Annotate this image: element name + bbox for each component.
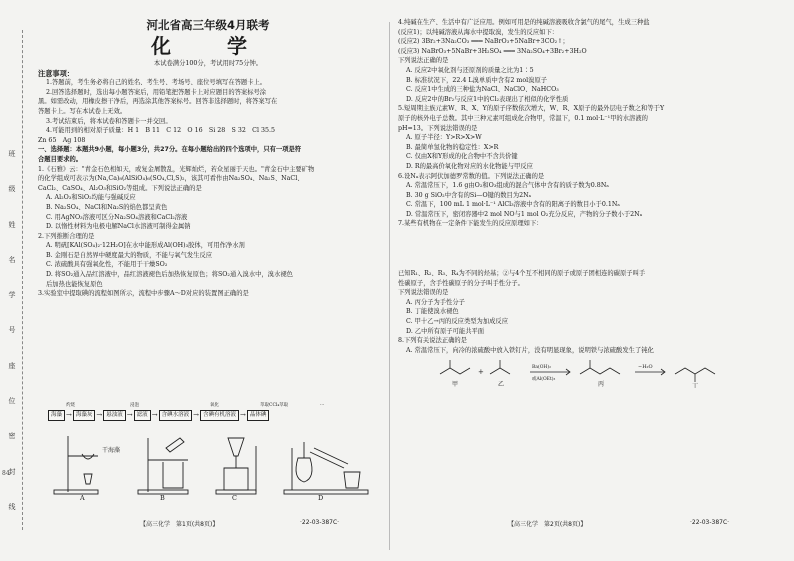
question-8-stem: 8.下列有关说法正确的是 [398,337,467,345]
apparatus-c [216,438,256,494]
notice-line: 3.考试结束后，将本试卷和答题卡一并交回。 [46,117,172,125]
svg-text:+: + [478,368,484,376]
binding-char: 座 [8,361,16,369]
reaction-scheme [430,358,740,388]
question-5-option-b: B. 最简单氢化物的稳定性：X>R [406,143,499,151]
question-1-stem: 的化学组成可表示为(Na,Ca)₈(AlSiO₄)₆(SO₄,Cl,S)₂，该其可看作由Na₂SO₄、Na₂S、NaCl、 [38,175,304,183]
question-5-option-c: C. 仅由X和Y形成的化合物中不含共价键 [406,153,518,161]
question-5-stem: pH=13。下列说法错误的是 [398,124,478,132]
binding-margin [4,150,20,510]
question-2-option-d-cont: 后加热也能恢复原色 [46,280,103,288]
footer-left-code: ·22-03-387C· [300,519,340,526]
reaction-label: 丁 [692,383,699,388]
question-1-option-a: A. Al₂O₃和SiO₂均能与强碱反应 [46,194,136,202]
right-page [398,18,780,355]
notice-line: 答题卡上。写在本试卷上无效。 [38,107,127,115]
apparatus-a [54,436,98,494]
notice-title: 注意事项： [38,68,74,78]
footer-right-code: ·22-03-387C· [690,519,730,526]
question-5-stem: 原子的核外电子总数。其中三种元素可组成化合物甲，常温下，0.1 mol·L⁻¹甲的水溶液的 [398,114,648,122]
flow-step-label: ... [320,402,325,407]
footer-left: 【高三化学 第1页(共8页)】 [140,521,219,528]
flow-box: 海藻 [48,410,65,421]
reaction-spacer [398,229,780,269]
notice-line: 4.可能用到的相对原子质量：H 1 B 11 C 12 O 16 Si 28 S 32 Cl 35.5 [46,127,276,135]
question-7-option-a: A. 丙分子为手性分子 [406,298,465,306]
question-7-option-b: B. 丁能使溴水褪色 [406,308,459,316]
notice-line: 黑。如需改动，用橡皮擦干净后，再选涂其他答案标号。回答非选择题时，将答案写在 [38,98,278,106]
question-8-option-a: A. 常温常压下，向冷的浓硫酸中放入铁钉片，没有明显现象，说明铁与浓硫酸发生了钝化 [406,346,654,354]
notice-line: Zn 65 Ag 108 [38,136,86,144]
flow-step-label: 灼烧 [66,403,75,408]
flow-arrow: → [151,411,158,419]
flow-box: 滤液 [134,410,151,421]
flow-arrow: → [126,411,133,419]
flow-step-label: 萃取CCl₄萃取 [260,403,289,408]
apparatus-label-d: D [318,494,324,502]
flow-arrow: → [66,411,72,419]
question-2-stem: 2.下列推断合理的是 [38,232,95,240]
question-2-option-b: B. 金刚石是自然界中硬度最大的物质，不能与氧气发生反应 [46,251,213,259]
binding-char: 名 [8,255,16,263]
left-page-number: 84 [2,470,10,477]
binding-char: 密 [8,432,16,440]
flow-arrow: → [239,411,246,419]
apparatus-b [138,438,188,494]
apparatus-text: 干海藻 [102,447,121,454]
question-4-equation: (反应3) NaBrO₃+5NaBr+3H₂SO₄ ═══ 3Na₂SO₄+3Br₂+3H₂O [398,47,587,55]
left-page [38,18,378,299]
apparatus-label-a: A [80,494,85,502]
apparatus-svg [48,428,373,496]
reaction-label: 甲 [452,381,459,388]
question-1-option-b: B. Na₂SO₄、NaCl和Na₂S的焰色都呈黄色 [46,203,168,211]
question-1-stem: CaCl₂、CaSO₄、Al₂O₃和SiO₂等组成。下列说法正确的是 [38,184,202,192]
question-2-option-d: D. 将SO₂通入品红溶液中，品红溶液褪色后加热恢复原色；将SO₂通入溴水中，溴水褪色 [46,271,293,279]
iodine-flow-chart [48,408,373,422]
question-4-option-b: B. 标准状况下，22.4 L溴单质中含有2 mol溴原子 [406,76,548,84]
question-7-note: 已知R₁、R₂、R₃、R₄为不同的烃基；②与4个互不相同的原子或原子团相连的碳原子叫手 [398,270,646,278]
question-7-option-d: D. 乙中所有原子可能共平面 [406,327,485,335]
reaction-label: 乙 [498,381,505,388]
page-divider [389,22,390,550]
question-4-equation: (反应2) 3Br₂+3Na₂CO₃ ═══ NaBrO₃+5NaBr+3CO₂↑； [398,38,569,46]
binding-dashed-line [22,30,23,530]
question-1-option-c: C. 用AgNO₃溶液可区分Na₂SO₄溶液和CaCl₂溶液 [46,213,188,221]
flow-box: 海藻灰 [73,410,96,421]
question-5-option-d: D. R的最高价氧化物对应的水化物能与甲反应 [406,162,533,170]
question-2-option-c: C. 浓硫酸具有强氧化性，不能用于干燥SO₂ [46,261,168,269]
reaction-condition: −H₂O [638,364,653,370]
question-6-option-d: D. 常温常压下，密闭容器中2 mol NO与1 mol O₂充分反应，产物的分子数小于2Nₐ [406,210,643,218]
flow-step-label: 浸泡 [130,403,139,408]
question-4-stem: 4.纯碱在生产、生活中有广泛应用。例如可用是的纯碱溶液吸收含氯气的尾气，生成三种盐 [398,19,650,26]
question-5-stem: 5.短周期主族元素W、R、X、Y的原子序数依次增大，W、R、X原子的最外层电子数之和等于Y [398,105,665,113]
question-6-option-b: B. 30 g SiO₂中含有的Si—O键的数目为2Nₐ [406,191,532,199]
flow-box: 晶体碘 [247,410,270,421]
question-4-prompt: 下列说法正确的是 [398,57,449,65]
question-7-note: 性碳原子，含手性碳原子的分子叫手性分子。 [398,279,524,287]
binding-char: 班 [8,150,16,157]
reaction-svg [430,358,740,388]
section-title: 一、选择题：本题共9小题，每小题3分，共27分。在每小题给出的四个选项中，只有一项是符 [38,146,302,154]
exam-title: 河北省高三年级4月联考 [146,18,270,32]
footer-right: 【高三化学 第2页(共8页)】 [508,521,587,528]
apparatus-figure [48,428,373,500]
subject-title: 化 学 [151,34,265,58]
question-1-option-d: D. 以惰性材料为电极电解NaCl水溶液可制得金属钠 [46,223,191,231]
question-7-stem: 7.某些有机物在一定条件下能发生的反应原理如下： [398,220,543,228]
binding-char: 学 [8,291,16,299]
binding-char: 线 [8,502,16,510]
apparatus-label-c: C [232,494,237,502]
question-6-stem: 6.设Nₐ表示阿伏加德罗常数的值。下列说法正确的是 [398,172,545,180]
section-title-cont: 合题目要求的。 [38,155,83,163]
flow-box: 含碘水溶液 [159,410,193,421]
flow-arrow: → [193,411,199,419]
question-4-stem: (反应1)；以纯碱溶液从海水中提取溴，发生的反应如下： [398,28,559,36]
reaction-label: 丙 [598,381,605,388]
question-1-stem: 1.《石雅》云："青金石色相如天，或复金屑散乱，光辉灿烂，若众星丽于天也。"青金石中主要矿物 [38,165,315,173]
binding-char: 号 [8,326,16,334]
apparatus-d [284,442,368,494]
exam-info: 本试卷满分100分，考试用时75分钟。 [153,60,263,67]
binding-char: 位 [8,397,16,405]
question-5-option-a: A. 原子半径：Y>R>X>W [406,134,482,142]
binding-char: 封 [8,467,16,475]
question-4-option-d: D. 反应2中的Br₂与反应1中的Cl₂表现出了相似的化学性质 [406,95,569,103]
apparatus-label-b: B [160,494,165,502]
question-4-option-a: A. 反应2中氧化剂与还原剂的质量之比为1∶5 [406,66,534,74]
question-6-option-c: C. 常温下，100 mL 1 mol·L⁻¹ AlCl₃溶液中含有的阳离子的数目小于0.1Nₐ [406,201,620,209]
binding-char: 级 [8,185,16,193]
question-7-option-c: C. 甲十乙→丙的反应类型为加成反应 [406,318,509,326]
question-7-prompt: 下列说法错误的是 [398,289,449,297]
flow-step-label: 氧化 [210,403,219,408]
reaction-condition: Ba(OH)₂ [532,365,551,370]
flow-arrow: → [96,411,103,419]
question-3-stem: 3.实验室中提取碘的流程如图所示，流程中步骤A～D对应的装置图正确的是 [38,290,249,298]
question-4-option-c: C. 反应1中生成的三种盐为NaCl、NaClO、NaHCO₃ [406,86,559,94]
flow-box: 悬浊液 [103,410,126,421]
binding-char: 姓 [8,220,16,228]
notice-line: 2.回答选择题时，选出每小题答案后，用铅笔把答题卡上对应题目的答案标号涂 [46,88,267,96]
flow-box: 含碘有机溶液 [200,410,239,421]
reaction-condition: 或Al(OEt)₃ [532,377,556,382]
question-2-option-a: A. 明矾[KAl(SO₄)₂·12H₂O]在水中能形成Al(OH)₃胶体，可用作净水剂 [46,242,245,250]
question-6-option-a: A. 常温常压下，1.6 g由O₂和O₃组成的混合气体中含有的质子数为0.8Nₐ [406,182,609,190]
notice-line: 1.答题前，考生务必将自己的姓名、考生号、考场号、座位号填写在答题卡上。 [46,79,267,87]
